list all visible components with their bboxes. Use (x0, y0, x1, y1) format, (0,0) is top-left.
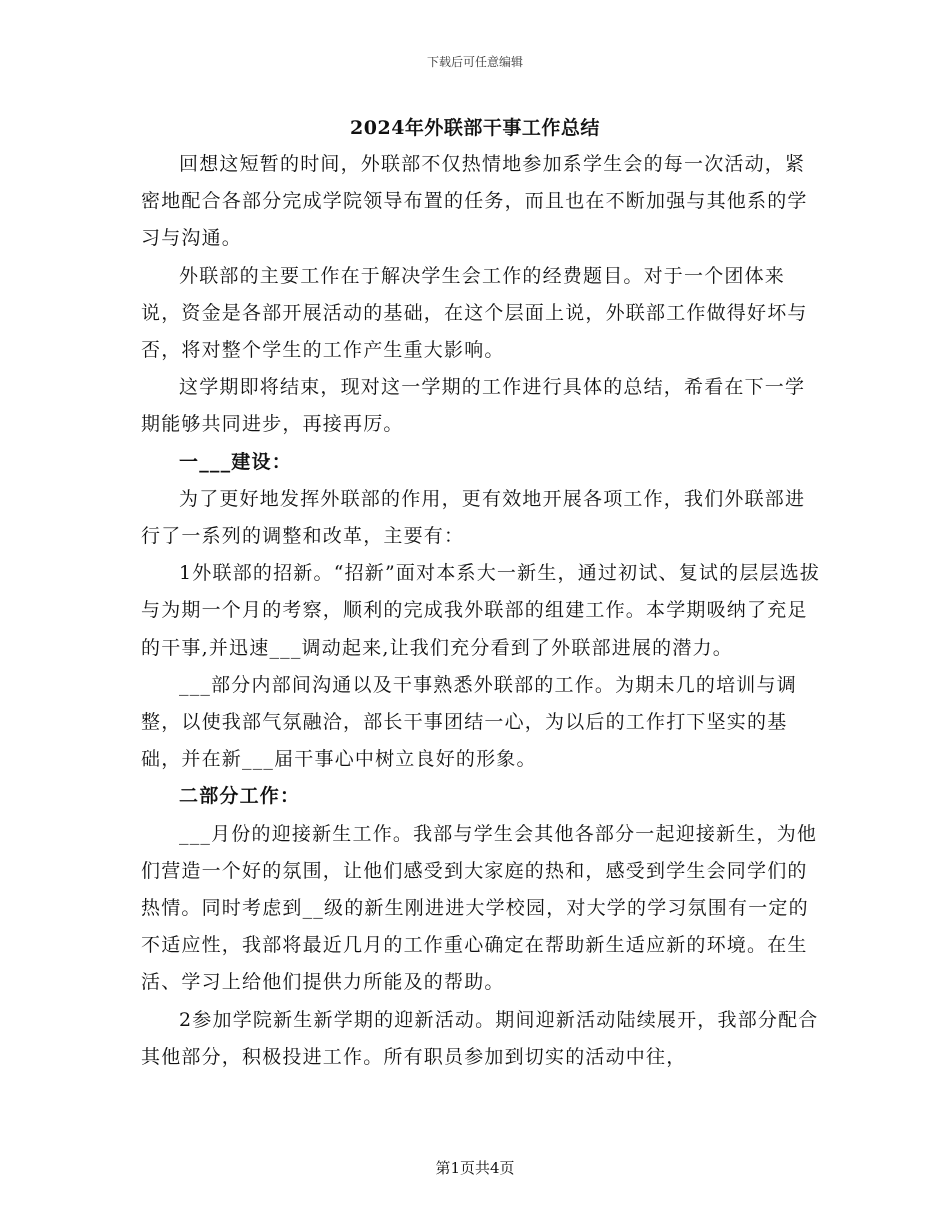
paragraph-main-work: 外联部的主要工作在于解决学生会工作的经费题目。对于一个团体来说，资金是各部开展活动的基础，在这个层面上说，外联部工作做得好坏与否，将对整个学生的工作产生重大影响。 (141, 264, 808, 362)
paragraph-semester-summary: 这学期即将结束，现对这一学期的工作进行具体的总结，希看在下一学期能够共同进步，再接再厉。 (141, 376, 806, 436)
paragraph-intro: 回想这短暂的时间，外联部不仅热情地参加系学生会的每一次活动，紧密地配合各部分完成学院领导布置的任务，而且也在不断加强与其他系的学习与沟通。 (141, 153, 808, 250)
paragraph-welcome-freshmen: ___月份的迎接新生工作。我部与学生会其他各部分一起迎接新生，为他们营造一个好的氛围，让他们感受到大家庭的热和，感受到学生会同学们的热情。同时考虑到__级的新生刚进进大学校园，对大学的学习氛围有一定的不适应性，我部将最近几月的工作重心确定在帮助新生适应新的环境。在生活、学习上给他们提供力所能及的帮助。 (141, 822, 818, 994)
paragraph-adjustments: 为了更好地发挥外联部的作用，更有效地开展各项工作，我们外联部进行了一系列的调整和改革，主要有： (141, 487, 806, 548)
paragraph-internal-communication: ___部分内部间沟通以及干事熟悉外联部的工作。为期未几的培训与调整，以使我部气氛融洽，部长干事团结一心，为以后的工作打下坚实的基础，并在新___届干事心中树立良好的形象。 (141, 673, 797, 771)
section-heading-construction: 一___建设： (179, 450, 292, 473)
section-heading-work: 二部分工作： (179, 785, 301, 808)
page-number-footer: 第1页共4页 (435, 1159, 515, 1177)
document-body (141, 146, 821, 1076)
paragraph-recruitment: 1外联部的招新。“招新”面对本系大一新生，通过初试、复试的层层选拔与为期一个月的考察，顺利的完成我外联部的组建工作。本学期吸纳了充足的干事,并迅速___调动起来,让我们充分看到了外联部进展的潜力。 (141, 562, 821, 659)
header-note: 下载后可任意编辑 (426, 55, 523, 69)
paragraph-orientation-activities: 2参加学院新生新学期的迎新活动。期间迎新活动陆续展开，我部分配合其他部分，积极投进工作。所有职员参加到切实的活动中往， (141, 1008, 819, 1068)
document-title: 2024年外联部干事工作总结 (350, 117, 600, 139)
